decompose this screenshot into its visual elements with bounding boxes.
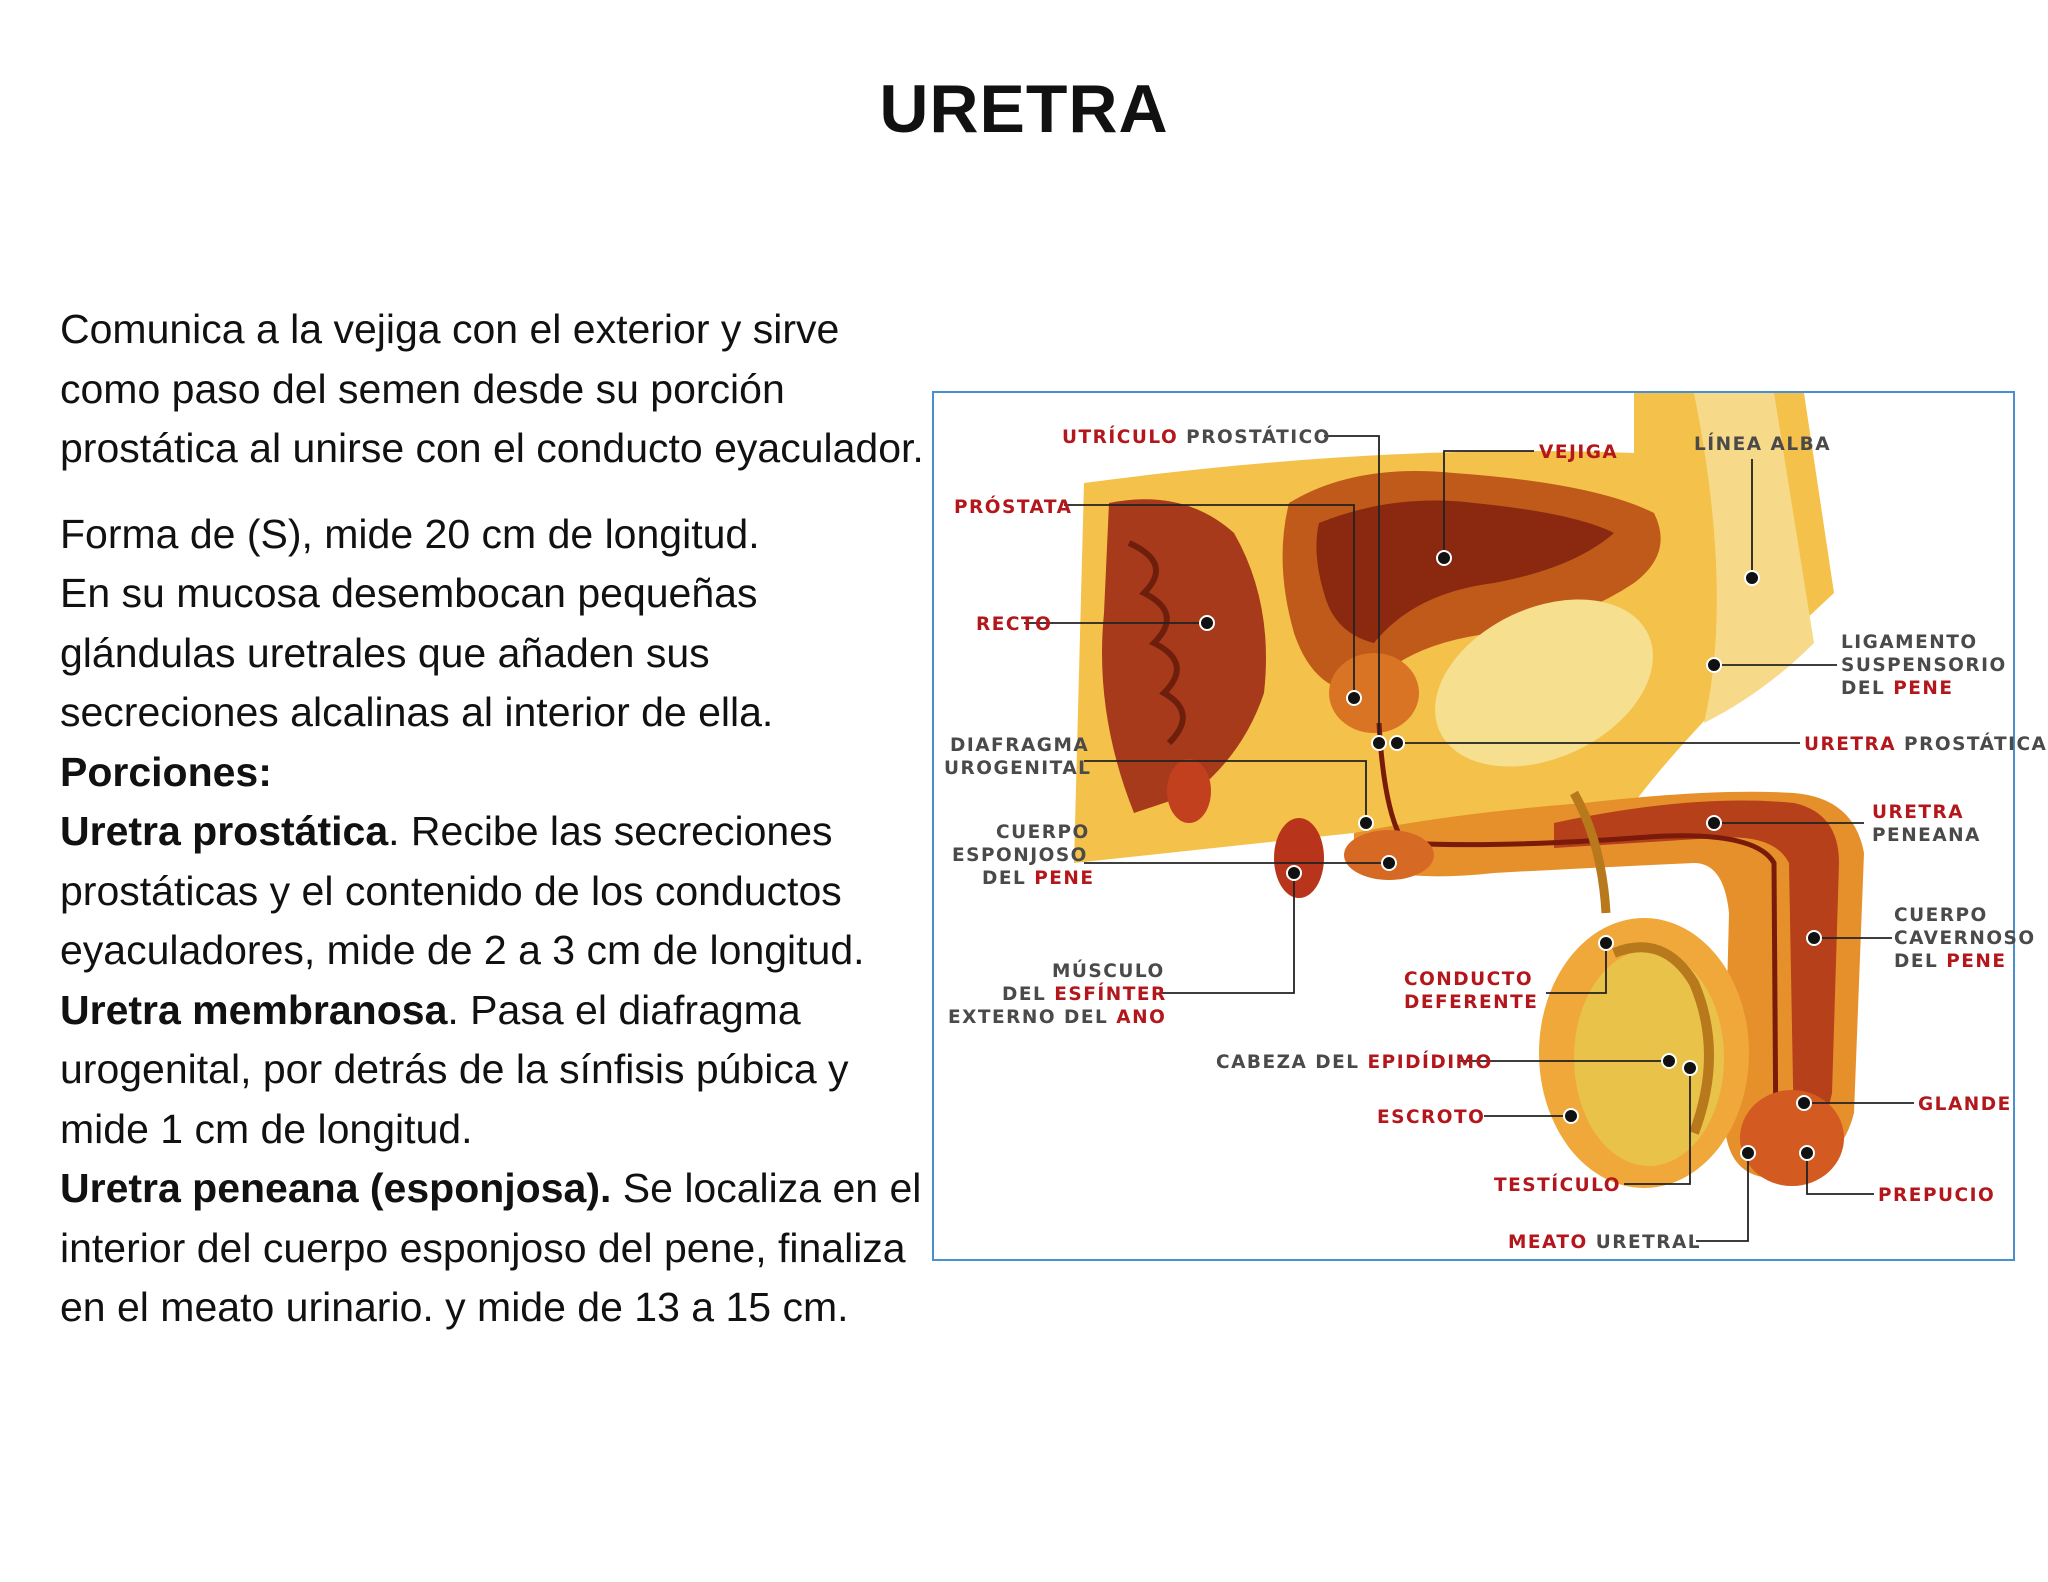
label-recto: RECTO <box>976 614 1053 635</box>
prostate-shape <box>1329 653 1419 733</box>
leader-meato <box>1696 1153 1748 1241</box>
label-esponjoso-2: ESPONJOSO <box>952 845 1088 866</box>
glans-shape <box>1740 1090 1844 1186</box>
portion-peneana <box>60 1159 930 1338</box>
mucosa-line: En su mucosa desembocan pequeñas glándulas uretrales que añaden sus secreciones alcalinas al interior de ella. <box>60 570 774 735</box>
label-glande: GLANDE <box>1918 1094 2012 1115</box>
label-meato: MEATO URETRAL <box>1508 1232 1702 1253</box>
shape-line: Forma de (S), mide 20 cm de longitud. <box>60 510 760 557</box>
dot-glande <box>1797 1096 1811 1110</box>
dot-prepucio <box>1800 1146 1814 1160</box>
anatomy-illustration <box>934 393 2048 1263</box>
porciones-heading: Porciones: <box>60 748 272 795</box>
portion-membranosa <box>60 981 930 1160</box>
anatomy-figure <box>932 391 2048 1261</box>
label-vejiga: VEJIGA <box>1539 442 1619 463</box>
label-deferente-1: CONDUCTO <box>1404 969 1534 990</box>
portion-name: Uretra prostática <box>60 808 389 854</box>
testis-shape <box>1574 950 1724 1166</box>
dot-esponjoso <box>1382 856 1396 870</box>
label-esponjoso-1: CUERPO <box>996 822 1090 843</box>
leader-musculo <box>1159 873 1294 993</box>
body-text <box>60 300 930 1338</box>
dot-deferente <box>1599 936 1613 950</box>
label-diafragma-1: DIAFRAGMA <box>950 735 1090 756</box>
dot-linea-alba <box>1745 571 1759 585</box>
label-musculo-3: EXTERNO DEL ANO <box>948 1007 1167 1028</box>
label-uretra-prostatica: URETRA PROSTÁTICA <box>1804 734 2048 755</box>
dot-utriculo <box>1372 736 1386 750</box>
dot-escroto <box>1564 1109 1578 1123</box>
label-uretra-peneana-2: PENEANA <box>1872 825 1981 846</box>
label-esponjoso-3: DEL PENE <box>982 868 1095 889</box>
portion-name: Uretra peneana (esponjosa). <box>60 1165 612 1211</box>
dot-cavernoso <box>1807 931 1821 945</box>
sphincter-shape <box>1274 818 1324 898</box>
label-escroto: ESCROTO <box>1377 1107 1486 1128</box>
portion-name: Uretra membranosa <box>60 986 448 1033</box>
label-ligamento-1: LIGAMENTO <box>1841 632 1978 653</box>
portion-prostatica <box>60 802 930 981</box>
label-cavernoso-3: DEL PENE <box>1894 951 2007 972</box>
label-epididimo: CABEZA DEL EPIDÍDIMO <box>1216 1052 1493 1073</box>
label-diafragma-2: UROGENITAL <box>944 758 1092 779</box>
dot-musculo <box>1287 866 1301 880</box>
anus-shape <box>1167 759 1211 823</box>
slide-title: URETRA <box>879 71 1169 147</box>
label-prepucio: PREPUCIO <box>1878 1185 1996 1206</box>
dot-uretra-pen <box>1707 816 1721 830</box>
dot-uretra-prost <box>1390 736 1404 750</box>
intro-paragraph: Comunica a la vejiga con el exterior y sirve como paso del semen desde su porción prostática al unirse con el conducto eyaculador. <box>60 306 924 471</box>
label-ligamento-2: SUSPENSORIO <box>1841 655 2007 676</box>
dot-meato <box>1741 1146 1755 1160</box>
label-testiculo: TESTÍCULO <box>1494 1175 1622 1196</box>
dot-ligamento <box>1707 658 1721 672</box>
portion-desc: . Pasa el diafragma urogenital, por detrás de la sínfisis púbica y mide 1 cm de longitud. <box>60 986 849 1152</box>
dot-diafragma <box>1359 816 1373 830</box>
label-utriculo: UTRÍCULO PROSTÁTICO <box>1062 427 1331 448</box>
dot-prostata <box>1347 691 1361 705</box>
label-linea-alba: LÍNEA ALBA <box>1694 434 1832 455</box>
label-musculo-2: DEL ESFÍNTER <box>1002 984 1167 1005</box>
portion-desc: . Recibe las secreciones prostáticas y el contenido de los conductos eyaculadores, mide de 2 a 3 cm de longitud. <box>60 808 865 973</box>
dot-epididimo <box>1662 1054 1676 1068</box>
label-uretra-peneana-1: URETRA <box>1872 802 1965 823</box>
dot-recto <box>1200 616 1214 630</box>
dot-vejiga <box>1437 551 1451 565</box>
label-prostata: PRÓSTATA <box>954 497 1073 518</box>
portion-desc: Se localiza en el interior del cuerpo esponjoso del pene, finaliza en el meato urinario. y mide de 13 a 15 cm. <box>60 1165 922 1330</box>
label-deferente-2: DEFERENTE <box>1404 992 1539 1013</box>
label-cavernoso-2: CAVERNOSO <box>1894 928 2036 949</box>
label-musculo-1: MÚSCULO <box>1052 961 1165 982</box>
paragraph-gap <box>60 479 930 505</box>
label-cavernoso-1: CUERPO <box>1894 905 1988 926</box>
label-ligamento-3: DEL PENE <box>1841 678 1954 699</box>
dot-testiculo <box>1683 1061 1697 1075</box>
